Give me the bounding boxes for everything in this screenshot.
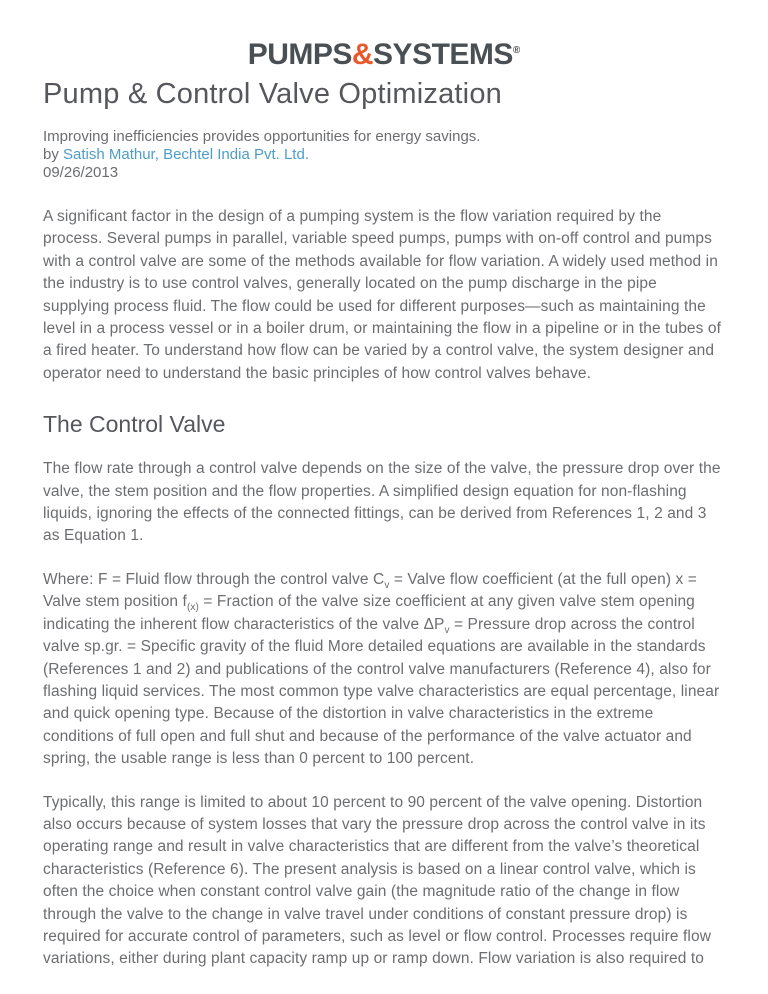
logo-text-systems: SYSTEMS xyxy=(373,38,513,71)
logo-ampersand-icon: & xyxy=(351,38,374,71)
equation-variables-paragraph: Where: F = Fluid flow through the control valve $C_v$ = Valve flow coefficient (at the full open) x = Valve stem position $f_{(x)}$ = Fraction of the valve size coefficient at any given valve stem opening indicating the inherent flow characteristics of the valve $\Delta P_v$ = Pressure drop across the control valve sp.gr. = Specific gravity of the fluid More detailed equations are available in the standards (References 1 and 2) and publications of the control valve manufacturers (Reference 4), also for flashing liquid services. The most common type valve characteristics are equal percentage, linear and quick opening type. Because of the distortion in valve characteristics in the extreme conditions of full open and full shut and because of the performance of the valve actuator and spring, the usable range is less than 0 percent to 100 percent. xyxy=(43,570,720,768)
registered-trademark-symbol: ® xyxy=(512,45,521,56)
author-link[interactable]: Satish Mathur, Bechtel India Pvt. Ltd. xyxy=(63,146,309,163)
logo-text-pumps: PUMPS xyxy=(247,38,352,71)
article-title: Pump & Control Valve Optimization xyxy=(43,78,502,110)
byline-prefix: by xyxy=(43,146,64,163)
flow-rate-paragraph: The flow rate through a control valve depends on the size of the valve, the pressure drop over the valve, the stem position and the flow properties. A simplified design equation for non-flashing liquids, ignoring the effects of the connected fittings, can be derived from References 1, 2 and 3 as Equation 1. xyxy=(43,460,721,545)
publish-date: 09/26/2013 xyxy=(43,164,119,181)
byline xyxy=(43,146,725,164)
section-heading-control-valve: The Control Valve xyxy=(43,411,226,438)
article-subtitle: Improving inefficiencies provides opportunities for energy savings. xyxy=(43,128,481,145)
intro-paragraph: A significant factor in the design of a pumping system is the flow variation required by the process. Several pumps in parallel, variable speed pumps, pumps with on-off control and pumps with a control valve are some of the methods available for flow variation. A widely used method in the industry is to use control valves, generally located on the pump discharge in the pipe supplying process fluid. The flow could be used for different purposes—such as maintaining the level in a process vessel or in a boiler drum, or maintaining the flow in a pipeline or in the tubes of a fired heater. To understand how flow can be varied by a control valve, the system designer and operator need to understand the basic principles of how control valves behave. xyxy=(43,208,722,382)
pumps-systems-logo xyxy=(43,34,725,72)
operating-range-paragraph: Typically, this range is limited to about 10 percent to 90 percent of the valve opening. Distortion also occurs because of system losses that vary the pressure drop across the control valve in its operating range and result in valve characteristics that are different from the valve’s theoretical characteristics (Reference 6). The present analysis is based on a linear control valve, which is often the choice when constant control valve gain (the magnitude ratio of the change in flow through the valve to the change in valve travel under conditions of constant pressure drop) is required for accurate control of parameters, such as level or flow control. Processes require flow variations, either during plant capacity ramp up or ramp down. Flow variation is also required to xyxy=(43,793,711,968)
article-meta xyxy=(43,128,725,182)
